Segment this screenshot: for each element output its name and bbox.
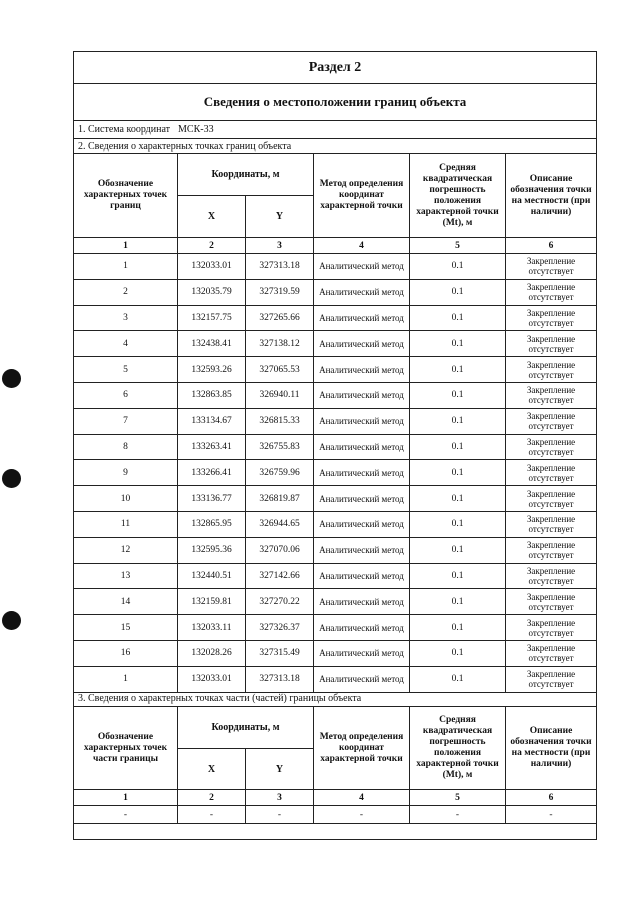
table1-cell-description: Закрепление отсутствует (526, 514, 576, 535)
table2-empty-row (74, 824, 596, 839)
table1-cell-error: 0.1 (410, 383, 506, 408)
table1-colnum-4: 4 (314, 238, 410, 253)
table1-cell-x: 132863.85 (178, 383, 246, 408)
table1-cell-x: 132157.75 (178, 306, 246, 331)
table1-cell-point: 1 (74, 667, 178, 692)
table1-cell-x: 132865.95 (178, 512, 246, 537)
table1-cell-point: 7 (74, 409, 178, 434)
table1-cell-description: Закрепление отсутствует (526, 617, 576, 638)
table1-cell-y: 327313.18 (246, 667, 314, 692)
table1-cell-y: 326755.83 (246, 435, 314, 460)
table2-header-method: Метод определения координат характерной точки (314, 707, 410, 789)
table1-cell-y: 327065.53 (246, 357, 314, 382)
table2-cell-x: - (178, 806, 246, 823)
table1-cell-y: 327265.66 (246, 306, 314, 331)
table1-cell-point: 12 (74, 538, 178, 563)
table1-cell-method: Аналитический метод (314, 254, 410, 279)
table1-cell-y: 326815.33 (246, 409, 314, 434)
table1-cell-x: 133266.41 (178, 460, 246, 485)
table1-cell-x: 132033.01 (178, 254, 246, 279)
table1-cell-error: 0.1 (410, 667, 506, 692)
table1-colnum-6: 6 (548, 240, 554, 251)
table2-colnum-6: 6 (548, 792, 554, 803)
table1-cell-description: Закрепление отсутствует (526, 669, 576, 690)
table1-cell-error: 0.1 (410, 460, 506, 485)
coordinate-system-label: 1. Система координат (78, 124, 171, 135)
coordinate-system-value: МСК-33 (178, 124, 214, 135)
table1-cell-x: 132159.81 (178, 589, 246, 614)
table1-cell-description: Закрепление отсутствует (526, 282, 576, 303)
table1-cell-point: 2 (74, 280, 178, 305)
table1-cell-point: 3 (74, 306, 178, 331)
table1-cell-method: Аналитический метод (314, 460, 410, 485)
table2-cell-y: - (246, 806, 314, 823)
table1-header-x: X (178, 196, 246, 237)
table1-cell-point: 1 (74, 254, 178, 279)
table1-cell-description: Закрепление отсутствует (526, 565, 576, 586)
table1-cell-method: Аналитический метод (314, 486, 410, 511)
table1-cell-point: 6 (74, 383, 178, 408)
table1-cell-point: 8 (74, 435, 178, 460)
table1-cell-method: Аналитический метод (314, 667, 410, 692)
table1-column-numbers (74, 238, 596, 254)
table1-row (74, 409, 596, 435)
table1-cell-y: 327070.06 (246, 538, 314, 563)
table1-colnum-2: 2 (178, 238, 246, 253)
table1-cell-error: 0.1 (410, 564, 506, 589)
table1-row (74, 435, 596, 461)
table1-row (74, 357, 596, 383)
table1-cell-point: 4 (74, 331, 178, 356)
table1-cell-error: 0.1 (410, 331, 506, 356)
table1-row (74, 641, 596, 667)
table1-header-method: Метод определения координат характерной точки (314, 154, 410, 237)
table1-cell-y: 327326.37 (246, 615, 314, 640)
table2-colnum-1: 1 (74, 790, 178, 805)
table1-cell-error: 0.1 (410, 512, 506, 537)
table2-cell-error: - (410, 806, 506, 823)
table1-cell-y: 327138.12 (246, 331, 314, 356)
table1-cell-description: Закрепление отсутствует (526, 591, 576, 612)
table2-colnum-4: 4 (314, 790, 410, 805)
table2-colnum-5: 5 (410, 790, 506, 805)
table1-header (74, 154, 596, 238)
table1-colnum-5: 5 (410, 238, 506, 253)
table1-cell-x: 132595.36 (178, 538, 246, 563)
table1-row (74, 254, 596, 280)
table1-cell-x: 132033.11 (178, 615, 246, 640)
table1-cell-x: 132033.01 (178, 667, 246, 692)
table1-cell-y: 327270.22 (246, 589, 314, 614)
table1-cell-x: 133136.77 (178, 486, 246, 511)
table2-colnum-2: 2 (178, 790, 246, 805)
table1-row (74, 486, 596, 512)
table1-cell-description: Закрепление отсутствует (526, 643, 576, 664)
table1-cell-method: Аналитический метод (314, 589, 410, 614)
table2-cell-point: - (74, 806, 178, 823)
table1-cell-error: 0.1 (410, 589, 506, 614)
binder-hole-bottom (2, 611, 21, 630)
section-subtitle: Сведения о местоположении границ объекта (74, 84, 596, 121)
table1-row (74, 564, 596, 590)
table1-cell-error: 0.1 (410, 409, 506, 434)
table1-cell-method: Аналитический метод (314, 435, 410, 460)
table2-header-point: Обозначение характерных точек части границы (74, 707, 178, 789)
table1-cell-x: 132440.51 (178, 564, 246, 589)
table1-cell-point: 16 (74, 641, 178, 666)
table1-cell-method: Аналитический метод (314, 641, 410, 666)
table1-cell-method: Аналитический метод (314, 538, 410, 563)
table1-cell-y: 326940.11 (246, 383, 314, 408)
table1-cell-description: Закрепление отсутствует (526, 436, 576, 457)
table1-cell-y: 326819.87 (246, 486, 314, 511)
table1-row (74, 512, 596, 538)
table2-cell-method: - (314, 806, 410, 823)
table1-caption: 2. Сведения о характерных точках границ объекта (74, 139, 596, 154)
table1-header-coords (178, 154, 314, 237)
table2-caption: 3. Сведения о характерных точках части (частей) границы объекта (74, 691, 596, 707)
table1-header-description: Описание обозначения точки на местности (при наличии) (510, 173, 592, 217)
table1-cell-description: Закрепление отсутствует (526, 385, 576, 406)
table1-cell-error: 0.1 (410, 357, 506, 382)
table1-cell-error: 0.1 (410, 641, 506, 666)
table1-row (74, 460, 596, 486)
table1-header-coords-title: Координаты, м (178, 154, 313, 196)
table1-cell-point: 9 (74, 460, 178, 485)
table1-cell-x: 132593.26 (178, 357, 246, 382)
table2-colnum-3: 3 (246, 790, 314, 805)
table1-cell-method: Аналитический метод (314, 357, 410, 382)
table1-cell-description: Закрепление отсутствует (526, 488, 576, 509)
table2-header-coords-title: Координаты, м (178, 707, 313, 749)
table1-cell-description: Закрепление отсутствует (526, 307, 576, 328)
table1-cell-method: Аналитический метод (314, 383, 410, 408)
table1-cell-x: 133134.67 (178, 409, 246, 434)
table1-cell-method: Аналитический метод (314, 331, 410, 356)
table2-row (74, 806, 596, 824)
table1-cell-error: 0.1 (410, 280, 506, 305)
table1-cell-y: 327142.66 (246, 564, 314, 589)
section-title: Раздел 2 (74, 52, 596, 84)
table2-column-numbers (74, 790, 596, 806)
table1-cell-error: 0.1 (410, 486, 506, 511)
table1-header-error: Средняя квадратическая погрешность положения характерной точки (Mt), м (410, 154, 506, 237)
table2-header-coords (178, 707, 314, 789)
table2-header (74, 707, 596, 790)
table1-row (74, 538, 596, 564)
table1-cell-point: 11 (74, 512, 178, 537)
table1-cell-y: 327313.18 (246, 254, 314, 279)
table2-header-y: Y (275, 763, 284, 775)
table2-header-description: Описание обозначения точки на местности (при наличии) (510, 726, 592, 769)
table2-cell-description: - (549, 809, 553, 820)
table1-row (74, 589, 596, 615)
table1-cell-point: 13 (74, 564, 178, 589)
binder-hole-middle (2, 469, 21, 488)
table1-cell-description: Закрепление отсутствует (526, 462, 576, 483)
table1-cell-error: 0.1 (410, 435, 506, 460)
table1-cell-error: 0.1 (410, 254, 506, 279)
coordinate-system-line (74, 121, 596, 139)
table2-header-x: X (178, 749, 246, 789)
table1-cell-description: Закрепление отсутствует (526, 411, 576, 432)
table1-cell-y: 326944.65 (246, 512, 314, 537)
table1-cell-y: 327319.59 (246, 280, 314, 305)
table1-row (74, 306, 596, 332)
table1-cell-x: 132438.41 (178, 331, 246, 356)
table1-cell-method: Аналитический метод (314, 564, 410, 589)
table1-row (74, 615, 596, 641)
table1-header-y: Y (275, 211, 284, 222)
table1-cell-method: Аналитический метод (314, 280, 410, 305)
table1-cell-point: 5 (74, 357, 178, 382)
table1-cell-y: 327315.49 (246, 641, 314, 666)
table1-cell-error: 0.1 (410, 538, 506, 563)
table1-cell-y: 326759.96 (246, 460, 314, 485)
table1-cell-description: Закрепление отсутствует (526, 333, 576, 354)
table1-cell-x: 133263.41 (178, 435, 246, 460)
table1-cell-point: 15 (74, 615, 178, 640)
table1-row (74, 331, 596, 357)
binder-hole-top (2, 369, 21, 388)
table1-colnum-1: 1 (74, 238, 178, 253)
table1-row (74, 383, 596, 409)
table1-colnum-3: 3 (246, 238, 314, 253)
table2-header-error: Средняя квадратическая погрешность положения характерной точки (Mt), м (410, 707, 506, 789)
table1-cell-error: 0.1 (410, 306, 506, 331)
table1-cell-x: 132028.26 (178, 641, 246, 666)
table1-cell-error: 0.1 (410, 615, 506, 640)
table1-row (74, 280, 596, 306)
table1-cell-description: Закрепление отсутствует (526, 256, 576, 277)
table1-cell-description: Закрепление отсутствует (526, 359, 576, 380)
table1-cell-point: 10 (74, 486, 178, 511)
document-sheet (73, 51, 597, 840)
table1-header-point: Обозначение характерных точек границ (74, 154, 178, 237)
table1-cell-x: 132035.79 (178, 280, 246, 305)
table1-cell-method: Аналитический метод (314, 615, 410, 640)
table1-cell-method: Аналитический метод (314, 306, 410, 331)
table1-cell-point: 14 (74, 589, 178, 614)
table1-row (74, 667, 596, 693)
table1-cell-method: Аналитический метод (314, 409, 410, 434)
table1-cell-description: Закрепление отсутствует (526, 540, 576, 561)
table1-cell-method: Аналитический метод (314, 512, 410, 537)
